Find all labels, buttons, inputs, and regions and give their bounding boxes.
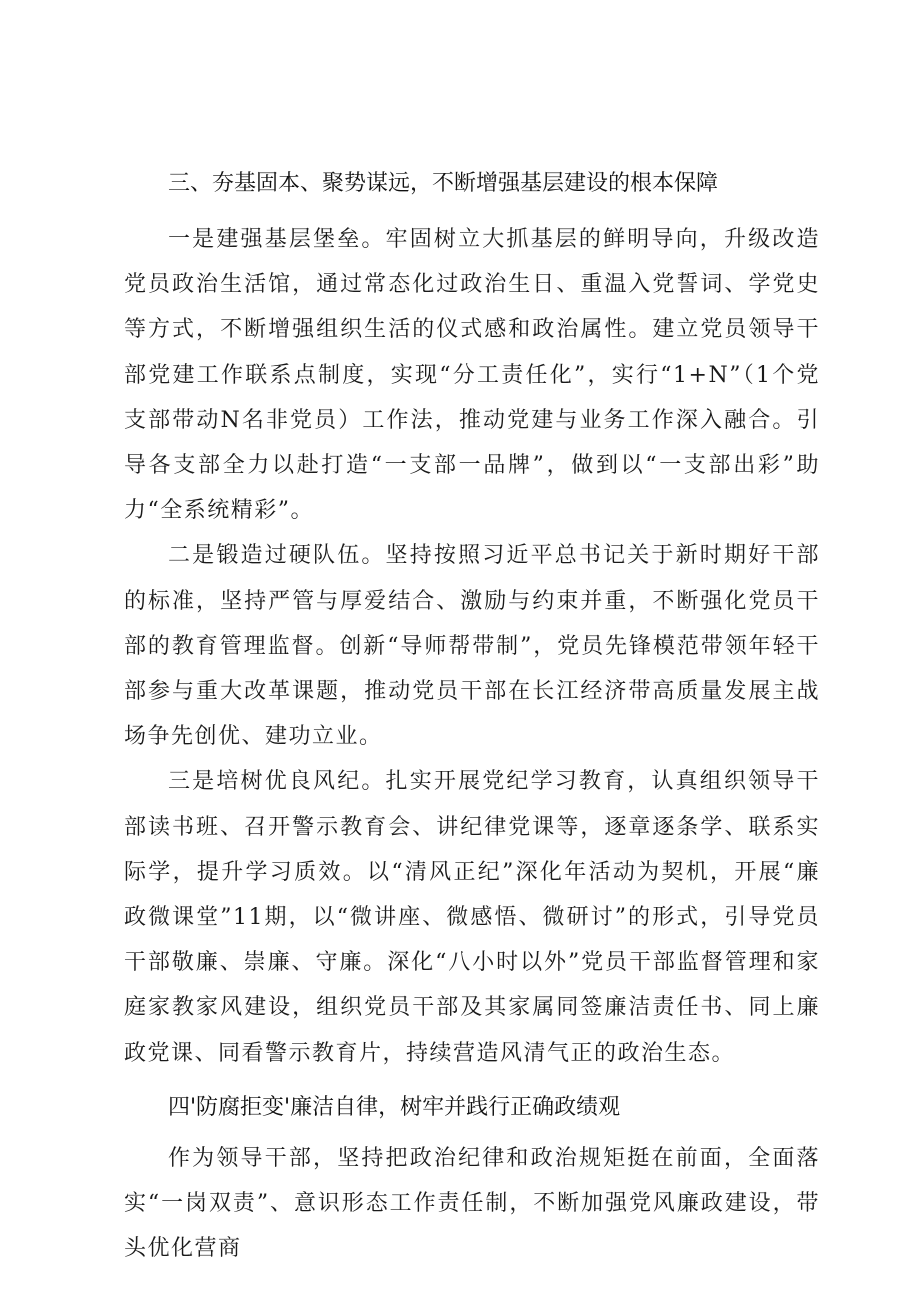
- section-3-paragraph-3: 三是培树优良风纪。扎实开展党纪学习教育，认真组织领导干部读书班、召开警示教育会、讲纪律党课等，逐章逐条学、联系实际学，提升学习质效。以“清风正纪”深化年活动为契机，开展“廉政微课堂”11期，以“微讲座、微感悟、微研讨”的形式，引导党员干部敬廉、崇廉、守廉。深化“八小时以外”党员干部监督管理和家庭家教家风建设，组织党员干部及其家属同签廉洁责任书、同上廉政党课、同看警示教育片，持续营造风清气正的政治生态。: [124, 769, 820, 1066]
- section-4-paragraph-1: 作为领导干部，坚持把政治纪律和政治规矩挺在前面，全面落实“一岗双责”、意识形态工作责任制，不断加强党风廉政建设，带头优化营商: [124, 1145, 820, 1262]
- section-3-paragraph-1: 一是建强基层堡垒。牢固树立大抓基层的鲜明导向，升级改造党员政治生活馆，通过常态化过政治生日、重温入党誓词、学党史等方式，不断增强组织生活的仪式感和政治属性。建立党员领导干部党建工作联系点制度，实现“分工责任化”，实行“1+N”（1个党支部带动N名非党员）工作法，推动党建与业务工作深入融合。引导各支部全力以赴打造“一支部一品牌”，做到以“一支部出彩”助力“全系统精彩”。: [124, 227, 820, 524]
- document-body: [124, 168, 820, 1271]
- section-3-paragraph-2: 二是锻造过硬队伍。坚持按照习近平总书记关于新时期好干部的标准，坚持严管与厚爱结合、激励与约束并重，不断强化党员干部的教育管理监督。创新“导师帮带制”，党员先锋模范带领年轻干部参与重大改革课题，推动党员干部在长江经济带高质量发展主战场争先创优、建功立业。: [124, 543, 820, 750]
- section-4-heading: 四'防腐拒变'廉洁自律，树牢并践行正确政绩观: [168, 1094, 621, 1120]
- section-3-heading: 三、夯基固本、聚势谋远，不断增强基层建设的根本保障: [168, 171, 719, 196]
